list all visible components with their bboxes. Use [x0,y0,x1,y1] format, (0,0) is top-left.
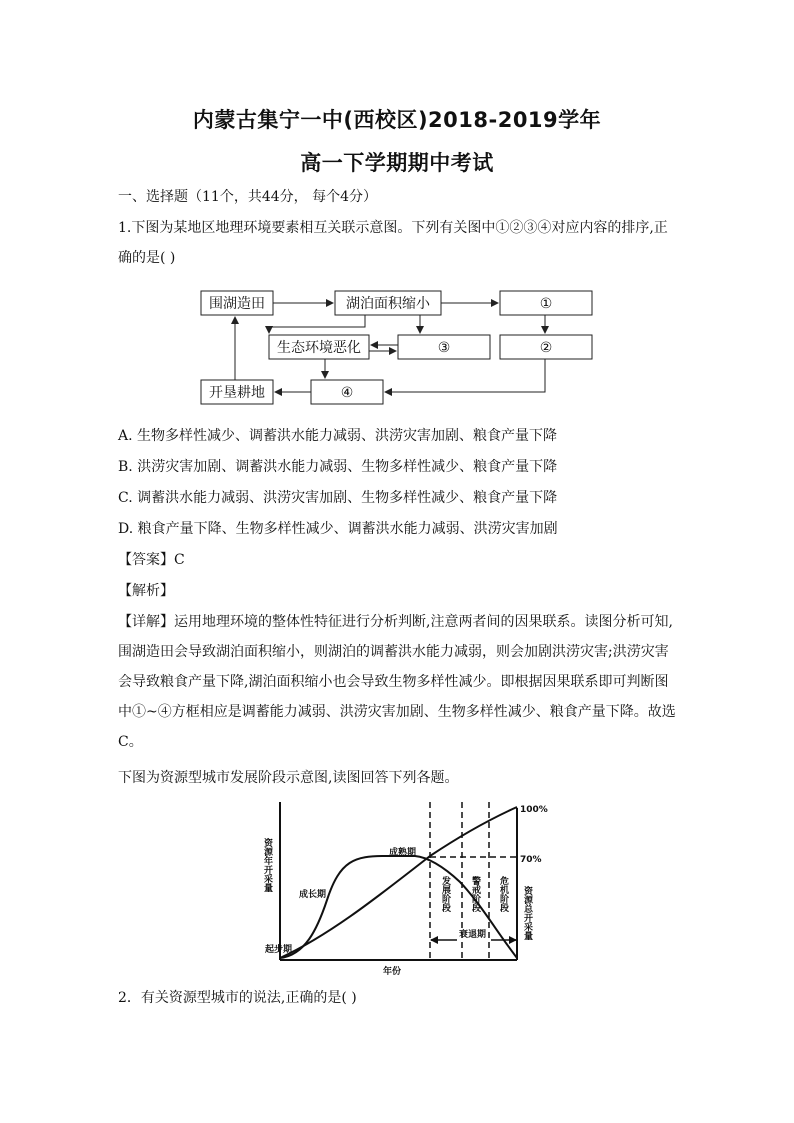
label-box-1: ① [539,296,553,312]
label-crisis-stage: 危机阶段 [498,876,508,912]
q1-flow-diagram [195,285,605,410]
label-100-percent: 100% [520,805,548,815]
label-farmland: 开垦耕地 [209,385,265,401]
q1-option-d: D. 粮食产量下降、生物多样性减少、调蓄洪水能力减弱、洪涝灾害加剧 [118,521,558,537]
resource-city-diagram [255,800,560,980]
label-70-percent: 70% [520,855,542,865]
label-total-output: 资源总开采量 [522,886,532,940]
x-axis-label: 年份 [383,967,402,977]
section-heading: 一、选择题（11个，共44分， 每个4分） [118,189,377,205]
q1-detail [118,607,678,757]
q1-answer: 【答案】C [118,552,185,568]
q1-stem-line2: 确的是( ) [118,250,176,266]
page-title-line2: 高一下学期期中考试 [300,151,494,175]
q2-stem: 2．有关资源型城市的说法,正确的是( ) [118,990,357,1006]
q1-option-b: B. 洪涝灾害加剧、调蓄洪水能力减弱、生物多样性减少、粮食产量下降 [118,459,558,475]
q1-detail-label: 【详解】 [118,614,174,630]
label-box-3: ③ [437,340,451,356]
q1-stem-line1: 1.下图为某地区地理环境要素相互关联示意图。下列有关图中①②③④对应内容的排序,正 [118,220,668,236]
label-box-2: ② [539,340,553,356]
label-develop-stage: 发展阶段 [440,876,450,912]
q1-option-a: A. 生物多样性减少、调蓄洪水能力减弱、洪涝灾害加剧、粮食产量下降 [118,428,558,444]
q2-intro: 下图为资源型城市发展阶段示意图,读图回答下列各题。 [118,770,459,786]
y-axis-label: 资源年开采量 [262,838,272,892]
label-decline: 衰退期 [459,930,487,940]
label-mature: 成熟期 [389,848,417,858]
label-warning-stage: 警戒阶段 [470,876,480,912]
label-growth: 成长期 [299,890,327,900]
label-reclaim-lake: 围湖造田 [209,296,265,312]
label-lake-shrink: 湖泊面积缩小 [346,296,430,312]
q1-analysis-label: 【解析】 [118,583,174,599]
annual-output-curve [280,856,517,958]
label-start: 起步期 [265,945,293,955]
q1-option-c: C. 调蓄洪水能力减弱、洪涝灾害加剧、生物多样性减少、粮食产量下降 [118,490,558,506]
label-eco-degrade: 生态环境恶化 [277,340,361,356]
q1-detail-text: 运用地理环境的整体性特征进行分析判断,注意两者间的因果联系。读图分析可知,围湖造田会导致湖泊面积缩小，则湖泊的调蓄洪水能力减弱，则会加剧洪涝灾害;洪涝灾害会导致粮食产量下降,湖泊面积缩小也会导致生物多样性减少。即根据因果联系即可判断图中①~④方框相应是调蓄能力减弱、洪涝灾害加剧、生物多样性减少、粮食产量下降。故选C。 [118,614,676,750]
label-box-4: ④ [340,385,354,401]
page-title-line1: 内蒙古集宁一中(西校区)2018-2019学年 [192,108,602,132]
